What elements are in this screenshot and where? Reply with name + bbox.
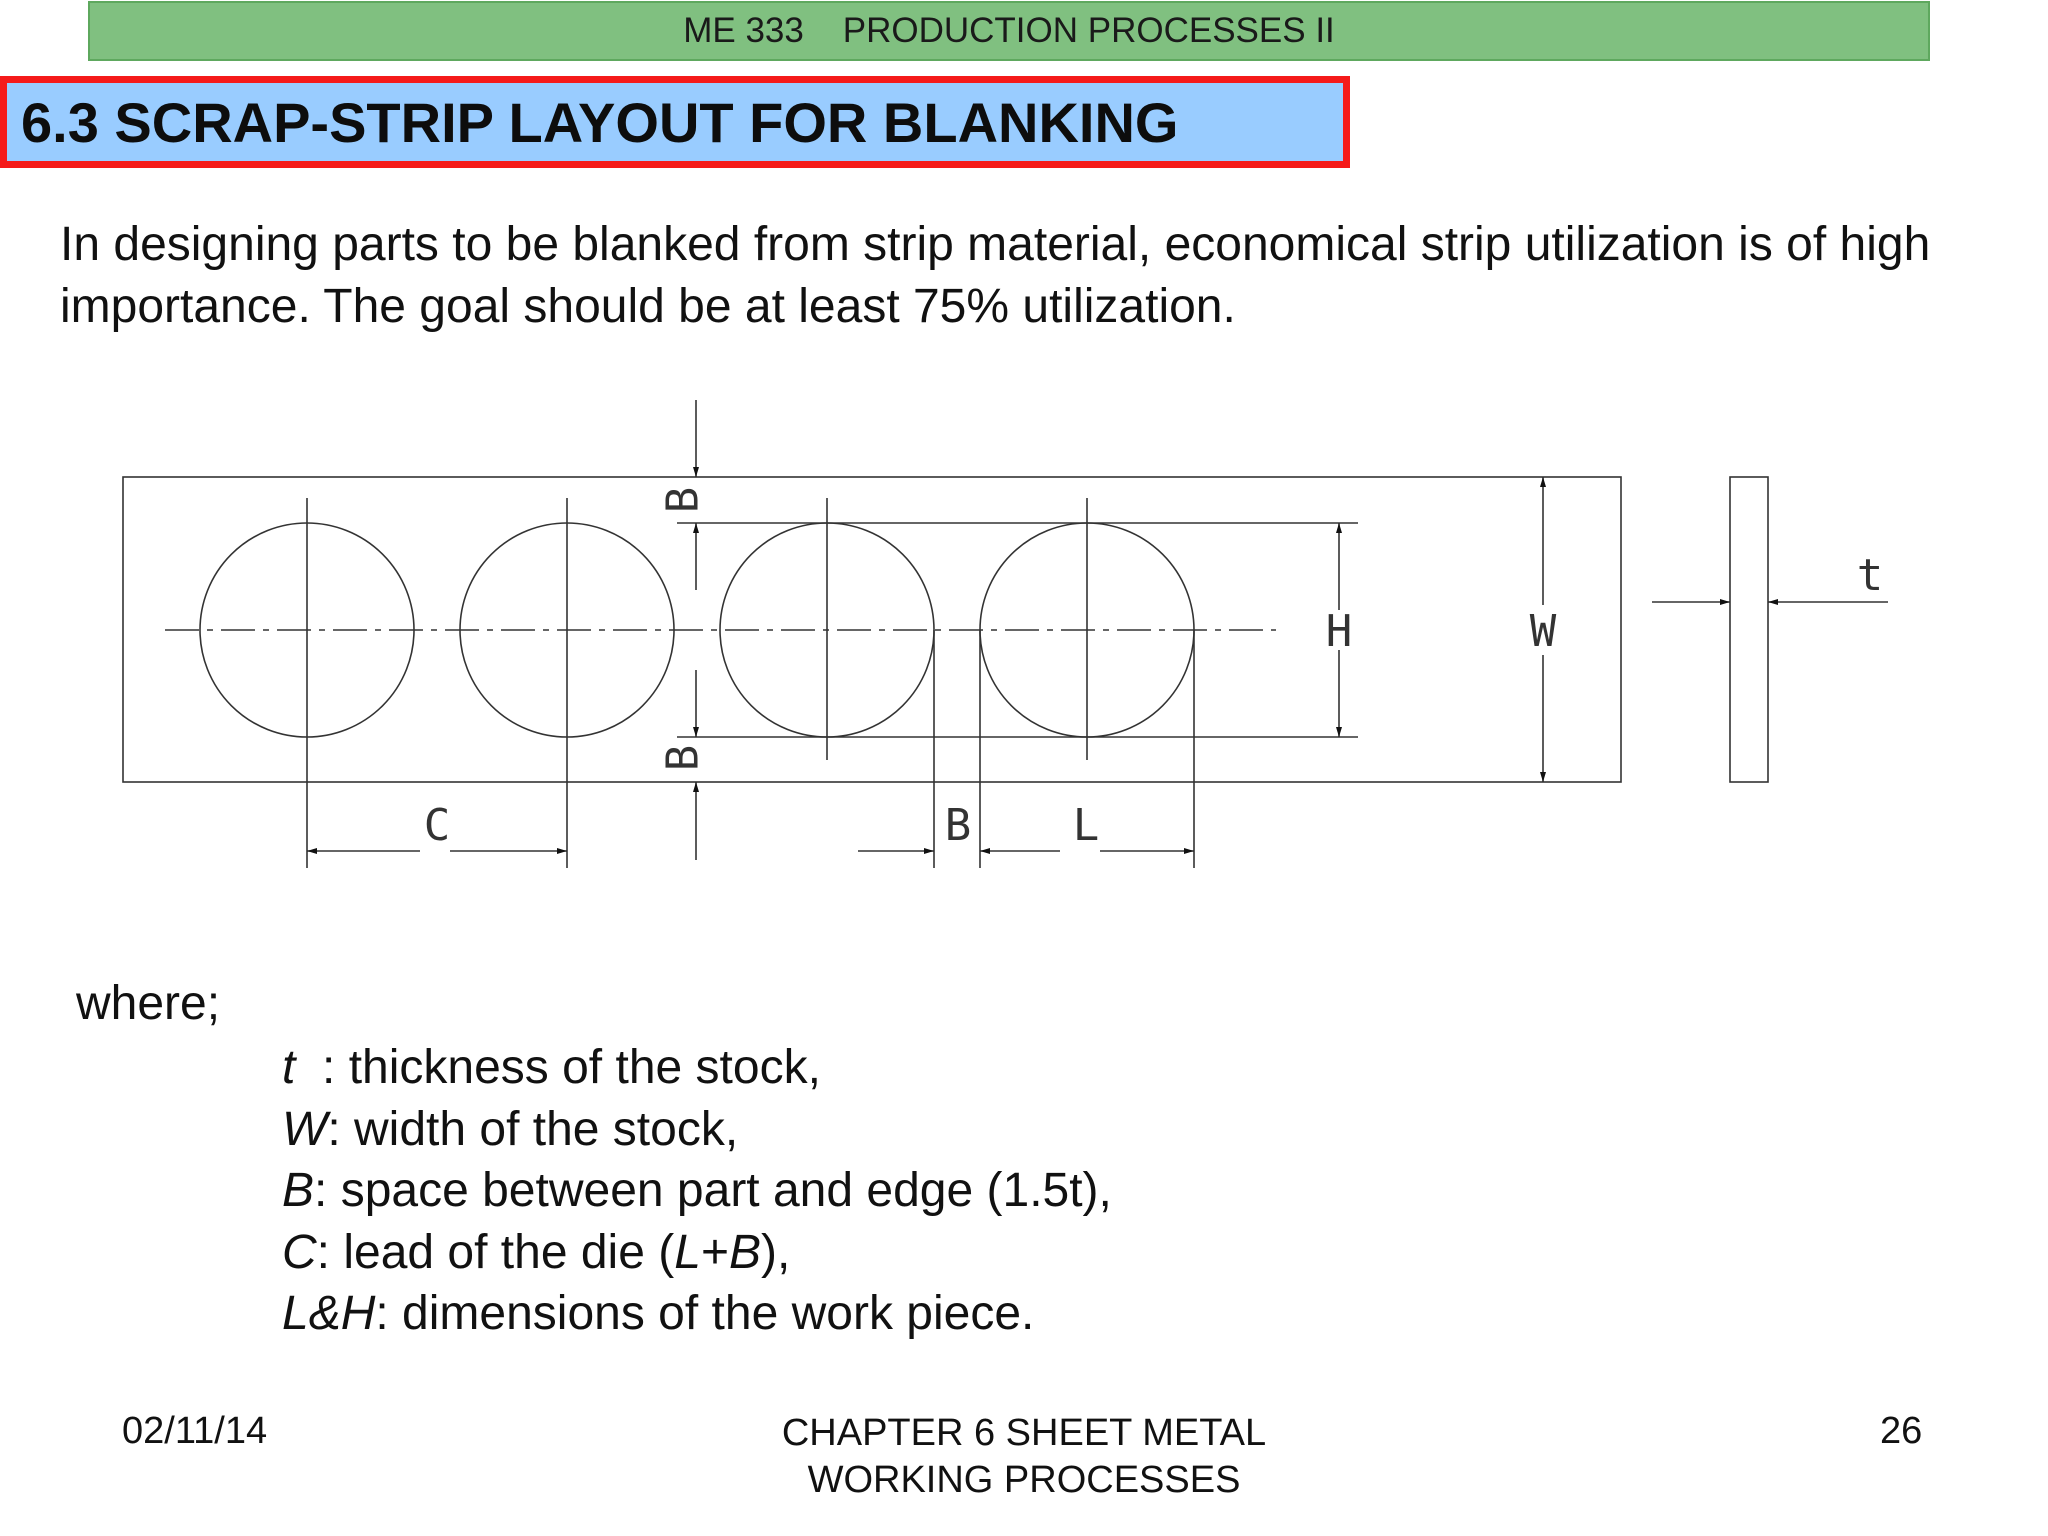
slide-title-text: 6.3 SCRAP-STRIP LAYOUT FOR BLANKING <box>21 90 1179 154</box>
definition-t: t : thickness of the stock, <box>282 1041 821 1094</box>
definitions-list <box>282 1037 1112 1345</box>
label-w: W <box>1529 606 1557 657</box>
footer-chapter: CHAPTER 6 SHEET METAL WORKING PROCESSES <box>781 1412 1267 1501</box>
footer-page-number: 26 <box>1880 1410 1923 1452</box>
definition-b: B: space between part and edge (1.5t), <box>282 1164 1112 1217</box>
course-code: ME 333 <box>683 11 804 50</box>
label-c: C <box>423 800 451 851</box>
stock-side-view <box>1730 477 1768 782</box>
slide-title <box>0 76 1350 168</box>
label-l: L <box>1072 800 1100 851</box>
label-b-bottom: B <box>657 744 709 772</box>
definition-w: W: width of the stock, <box>282 1102 739 1156</box>
definition-lh: L&H: dimensions of the work piece. <box>282 1287 1035 1340</box>
label-t: t <box>1856 550 1884 601</box>
label-b-horizontal: B <box>944 800 972 851</box>
intro-paragraph: In designing parts to be blanked from strip material, economical strip utilization is of high importance. The goal should be at least 75% utilization. <box>60 218 1931 333</box>
footer-date: 02/11/14 <box>122 1410 268 1452</box>
where-label: where; <box>76 977 221 1030</box>
label-b-top: B <box>657 486 709 514</box>
scrap-strip-diagram <box>0 380 2048 900</box>
label-h: H <box>1325 606 1353 657</box>
course-name: PRODUCTION PROCESSES II <box>842 11 1335 50</box>
definition-c: C: lead of the die (L+B), <box>282 1225 791 1279</box>
course-banner <box>88 1 1930 61</box>
